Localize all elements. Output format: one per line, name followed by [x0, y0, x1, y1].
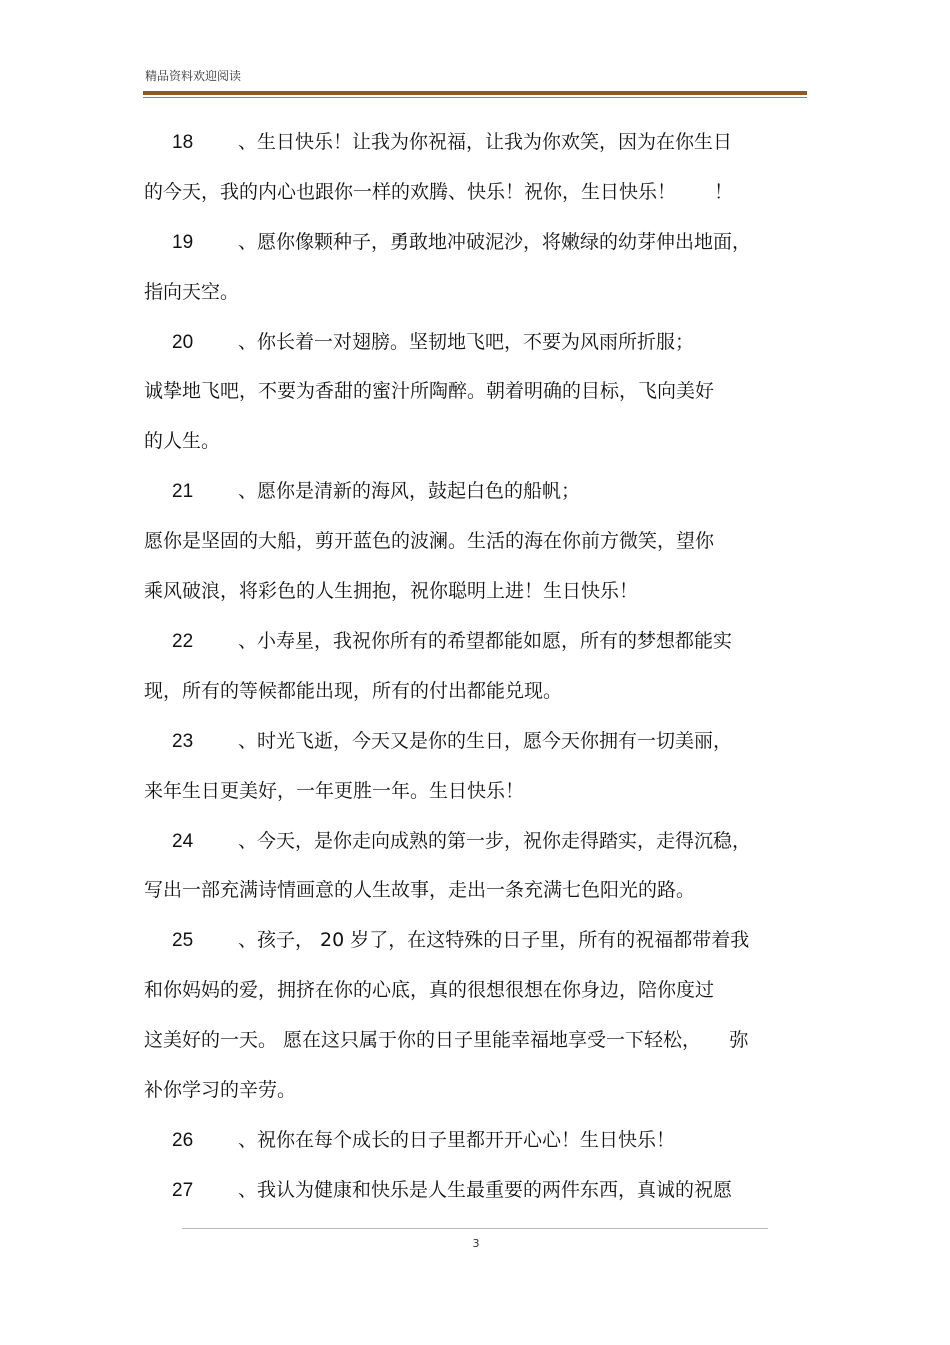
header-title: 精品资料欢迎阅读: [145, 69, 242, 83]
line-text: 补你学习的辛劳。: [144, 1079, 297, 1101]
paragraph-line: [144, 1128, 675, 1153]
line-text: 指向天空。: [144, 281, 240, 303]
item-number: 22: [172, 631, 194, 652]
item-number: 18: [172, 132, 194, 153]
paragraph-line: [144, 829, 751, 854]
line-text: 、你长着一对翅膀。坚韧地飞吧，不要为风雨所折服；: [238, 331, 695, 353]
line-text: 、祝你在每个成长的日子里都开开心心！生日快乐！: [238, 1129, 676, 1151]
line-text: 写出一部充满诗情画意的人生故事，走出一条充满七色阳光的路。: [144, 879, 696, 901]
paragraph-line: [144, 429, 220, 453]
item-number: 19: [172, 232, 194, 253]
paragraph-line: [144, 1028, 749, 1052]
line-text: 、孩子， 20 岁了，在这特殊的日子里，所有的祝福都带着我: [238, 929, 750, 951]
line-text: 的今天，我的内心也跟你一样的欢腾、快乐！祝你，生日快乐！ ！: [144, 181, 734, 203]
line-text: 、生日快乐！让我为你祝福，让我为你欢笑，因为在你生日: [238, 131, 733, 153]
line-text: 愿你是坚固的大船，剪开蓝色的波澜。生活的海在你前方微笑，望你: [144, 530, 715, 552]
line-text: 和你妈妈的爱，拥挤在你的心底，真的很想很想在你身边，陪你度过: [144, 979, 715, 1001]
line-text: 、愿你是清新的海风，鼓起白色的船帆；: [238, 480, 581, 502]
paragraph-line: [144, 130, 732, 155]
line-text: 这美好的一天。 愿在这只属于你的日子里能幸福地享受一下轻松， 弥: [144, 1029, 749, 1051]
paragraph-line: [144, 928, 749, 953]
line-text: 乘风破浪，将彩色的人生拥抱，祝你聪明上进！生日快乐！: [144, 580, 639, 602]
line-text: 诚挚地飞吧，不要为香甜的蜜汁所陶醉。朝着明确的目标，飞向美好: [144, 380, 715, 402]
line-text: 、时光飞逝，今天又是你的生日，愿今天你拥有一切美丽，: [238, 730, 733, 752]
paragraph-line: [144, 579, 638, 603]
paragraph-line: [144, 878, 695, 902]
item-number: 23: [172, 731, 194, 752]
item-number: 20: [172, 332, 194, 353]
paragraph-line: [144, 379, 714, 403]
paragraph-line: [144, 679, 562, 703]
paragraph-line: [144, 180, 733, 204]
item-number: 27: [172, 1180, 194, 1201]
line-text: 、今天，是你走向成熟的第一步，祝你走得踏实，走得沉稳，: [238, 830, 752, 852]
item-number: 26: [172, 1130, 194, 1151]
paragraph-line: [144, 1078, 296, 1102]
paragraph-line: [144, 280, 239, 304]
header-rule-thick: [143, 91, 807, 95]
paragraph-line: [144, 729, 732, 754]
paragraph-line: [144, 529, 714, 553]
line-text: 、小寿星，我祝你所有的希望都能如愿，所有的梦想都能实: [238, 630, 733, 652]
line-text: 现，所有的等候都能出现，所有的付出都能兑现。: [144, 680, 563, 702]
paragraph-line: [144, 629, 732, 654]
paragraph-line: [144, 330, 694, 355]
line-text: 来年生日更美好，一年更胜一年。生日快乐！: [144, 780, 525, 802]
item-number: 25: [172, 930, 194, 951]
paragraph-line: [144, 1178, 732, 1203]
paragraph-line: [144, 978, 714, 1002]
line-text: 、愿你像颗种子，勇敢地冲破泥沙，将嫩绿的幼芽伸出地面，: [238, 231, 752, 253]
item-number: 24: [172, 831, 194, 852]
page-number: 3: [472, 1237, 480, 1250]
header-rule-thin: [143, 97, 807, 98]
item-number: 21: [172, 481, 194, 502]
paragraph-line: [144, 230, 751, 255]
line-text: 、我认为健康和快乐是人生最重要的两件东西，真诚的祝愿: [238, 1179, 733, 1201]
line-text: 的人生。: [144, 430, 221, 452]
paragraph-line: [144, 479, 580, 504]
paragraph-line: [144, 779, 524, 803]
footer-rule: [182, 1228, 768, 1229]
